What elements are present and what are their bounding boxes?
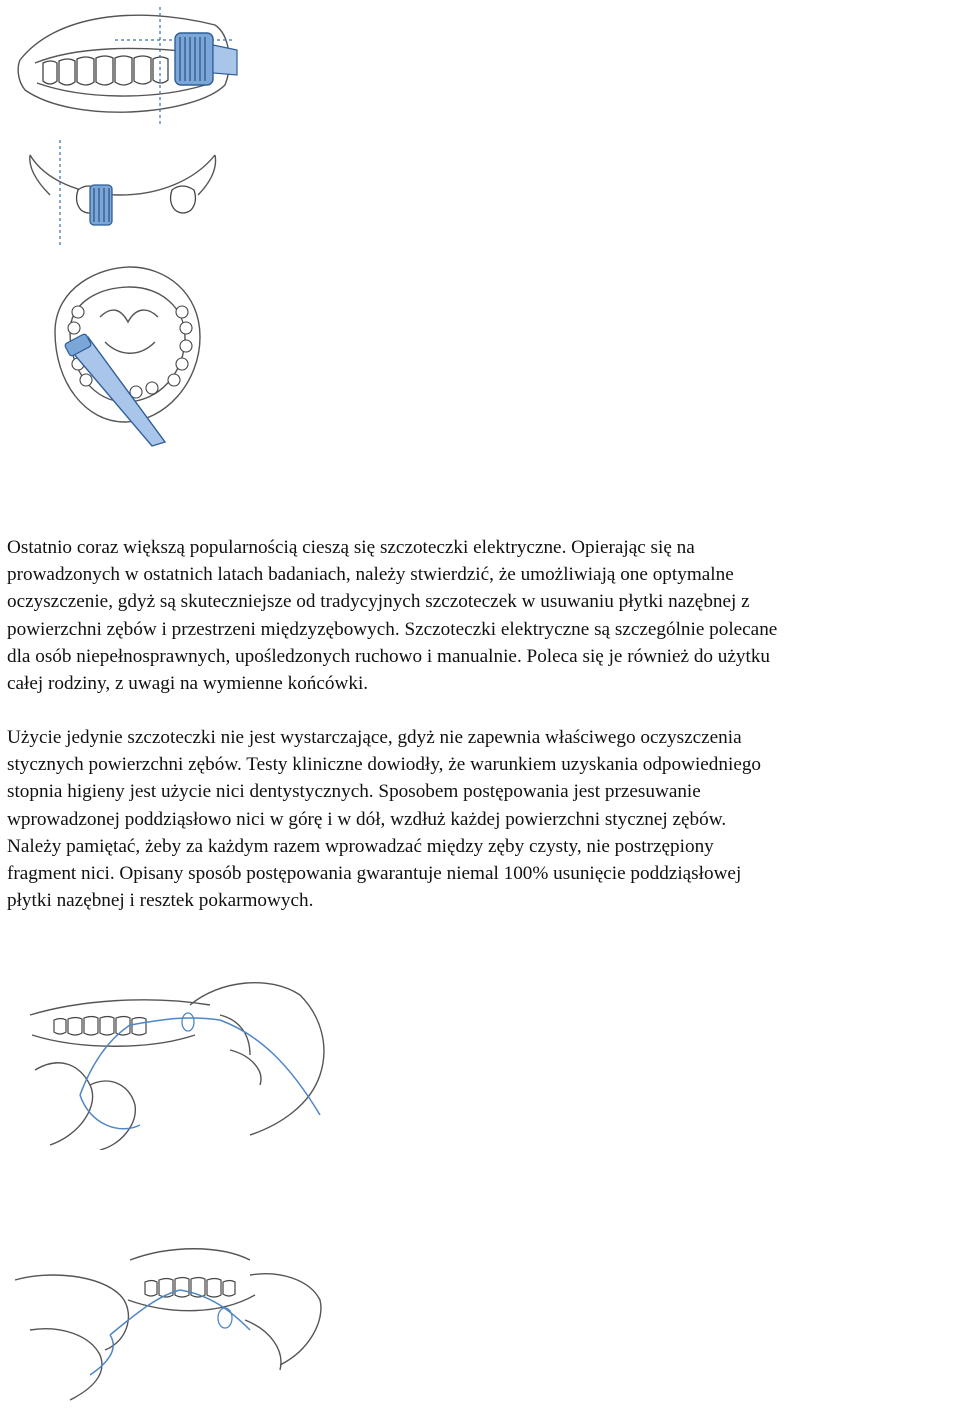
paragraph-line: oczyszczenie, gdyż są skuteczniejsze od tradycyjnych szczoteczek w usuwaniu płytki nazębnej z (7, 591, 750, 613)
brushing-cross-section-illustration (20, 140, 225, 250)
electric-toothbrush-paragraph (7, 534, 957, 697)
paragraph-line: całej rodziny, z uwagi na wymienne końcówki. (7, 673, 369, 695)
paragraph-line: płytki nazębnej i resztek pokarmowych. (7, 890, 314, 912)
paragraph-line: stycznych powierzchni zębów. Testy kliniczne dowiodły, że warunkiem uzyskania odpowiedniego (7, 754, 762, 776)
paragraph-line: prowadzonych w ostatnich latach badaniach, należy stwierdzić, że umożliwiają one optymalne (7, 564, 734, 586)
paragraph-line: dla osób niepełnosprawnych, upośledzonych ruchowo i manualnie. Poleca się je również do użytku (7, 645, 771, 667)
flossing-lower-teeth-illustration (10, 1240, 325, 1405)
paragraph-line: fragment nici. Opisany sposób postępowania gwarantuje niemal 100% usunięcie poddziąsłowej (7, 863, 742, 885)
paragraph-line: stopnia higieny jest użycie nici dentystycznych. Sposobem postępowania jest przesuwanie (7, 781, 701, 803)
brushing-inner-teeth-illustration (40, 262, 210, 447)
paragraph-line: powierzchni zębów i przestrzeni międzyzębowych. Szczoteczki elektryczne są szczególnie polecane (7, 618, 778, 640)
paragraph-line: wprowadzonej poddziąsłowo nici w górę i w dół, wzdłuż każdej powierzchni stycznej zębów. (7, 808, 727, 830)
paragraph-line: Ostatnio coraz większą popularnością cieszą się szczoteczki elektryczne. Opierając się na (7, 537, 695, 558)
dental-floss-paragraph (7, 724, 957, 914)
paragraph-line: Użycie jedynie szczoteczki nie jest wystarczające, gdyż nie zapewnia właściwego oczyszczenia (7, 727, 742, 748)
brushing-outer-teeth-illustration (15, 5, 240, 130)
flossing-upper-teeth-illustration (20, 975, 340, 1150)
paragraph-line: Należy pamiętać, żeby za każdym razem wprowadzać między zęby czysty, nie postrzępiony (7, 835, 714, 857)
